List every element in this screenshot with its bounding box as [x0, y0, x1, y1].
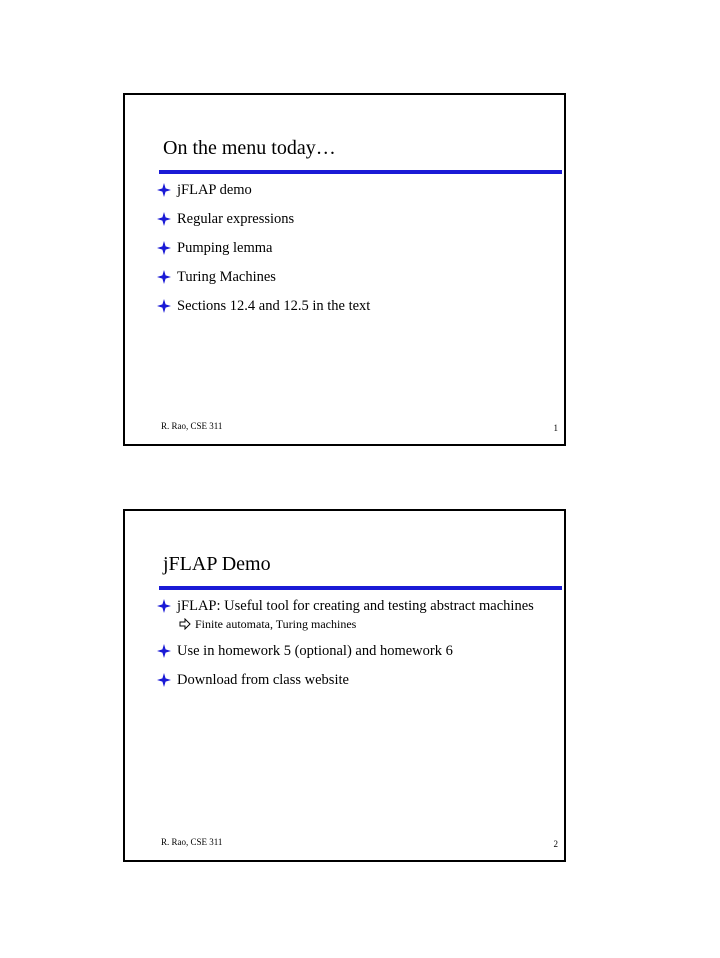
page-number: 1: [553, 423, 558, 433]
bullet-text: jFLAP: Useful tool for creating and testing abstract machines: [177, 598, 534, 614]
bullet-text: Turing Machines: [177, 269, 276, 285]
title-rule: [159, 586, 562, 590]
bullet-item: [157, 210, 557, 229]
four-point-star-icon: [157, 599, 171, 613]
title-rule: [159, 170, 562, 174]
bullet-item: [157, 297, 557, 316]
bullet-item: [157, 671, 557, 690]
four-point-star-icon: [157, 241, 171, 255]
bullet-text: Regular expressions: [177, 211, 295, 227]
four-point-star-icon: [157, 212, 171, 226]
four-point-star-icon: [157, 270, 171, 284]
bullet-text: jFLAP demo: [177, 182, 252, 198]
bullet-item: [157, 597, 557, 632]
bullet-item: [157, 181, 557, 200]
page-number: 2: [553, 839, 558, 849]
sub-bullet-item: [177, 616, 557, 632]
bullet-list: [157, 597, 557, 700]
arrow-icon: [179, 618, 191, 630]
bullet-item: [157, 268, 557, 287]
bullet-item: [157, 239, 557, 258]
bullet-text: Pumping lemma: [177, 240, 273, 256]
bullet-text: Download from class website: [177, 672, 349, 688]
four-point-star-icon: [157, 644, 171, 658]
bullet-text: Sections 12.4 and 12.5 in the text: [177, 298, 371, 314]
bullet-item: [157, 642, 557, 661]
slide-footer: R. Rao, CSE 311: [161, 837, 223, 847]
slide-1: [123, 93, 566, 446]
bullet-text: Use in homework 5 (optional) and homework 6: [177, 643, 453, 659]
four-point-star-icon: [157, 299, 171, 313]
bullet-list: [157, 181, 557, 326]
four-point-star-icon: [157, 673, 171, 687]
slide-title: jFLAP Demo: [163, 553, 271, 575]
slide-footer: R. Rao, CSE 311: [161, 421, 223, 431]
slide-2: [123, 509, 566, 862]
four-point-star-icon: [157, 183, 171, 197]
slide-title: On the menu today…: [163, 137, 336, 159]
sub-bullet-text: Finite automata, Turing machines: [195, 617, 357, 631]
